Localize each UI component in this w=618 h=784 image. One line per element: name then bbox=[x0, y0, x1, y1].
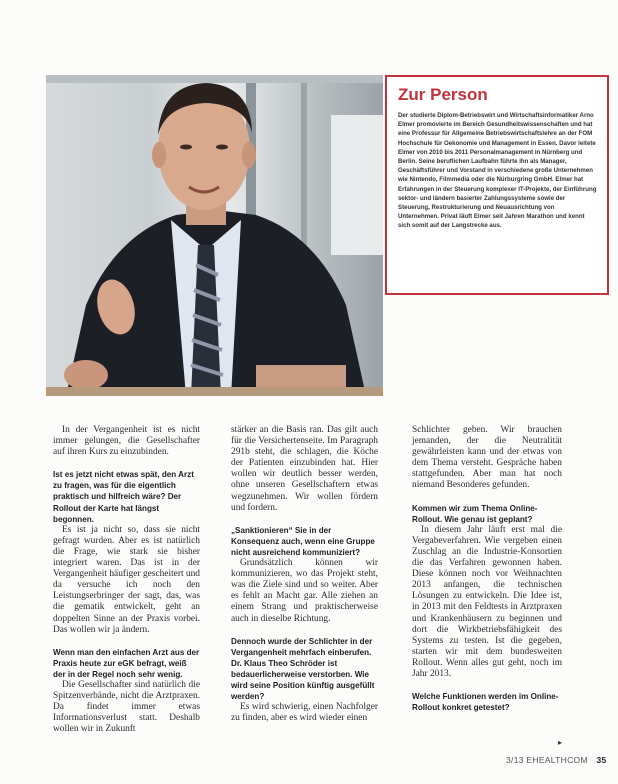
paragraph: In der Vergangenheit ist es nicht immer gelungen, die Gesellschafter auf ihren Kurs zu einzubinden. bbox=[53, 425, 200, 458]
text-column-1 bbox=[53, 425, 200, 735]
paragraph: Schlichter geben. Wir brauchen jemanden, der die Neutralität gewährleisten kann und der etwas von dem Thema versteht. Gespräche haben stattgefunden. Aber man hat noch niemand Besonderes gefunden. bbox=[412, 425, 562, 491]
magazine-name: EHEALTHCOM bbox=[526, 755, 588, 765]
profile-title: Zur Person bbox=[398, 85, 488, 104]
interview-question: Welche Funktionen werden im Online-Rollout konkret getestet? bbox=[412, 692, 559, 713]
paragraph: stärker an die Basis ran. Das gilt auch für die Versichertenseite. Im Paragraph 291b steht, die schlagen, die Köche der Patienten einzubinden hat. Hier wollen wir deutlich besser werden, ohne unseren Gesellschaftern etwas wegzunehmen. Wir wollen fördern und fordern. bbox=[231, 425, 378, 513]
continue-arrow-icon: ▸ bbox=[558, 738, 563, 747]
interview-question: „Sanktionieren“ Sie in der Konsequenz auch, wenn eine Gruppe nicht ausreichend kommuniziert? bbox=[231, 525, 375, 557]
page-footer bbox=[506, 755, 607, 765]
paragraph: In diesem Jahr läuft erst mal die Vergabeverfahren. Wie vergeben einen Zuschlag an die Industrie-Konsortien die das Verfahren gewonnen haben. Diese können noch vor Weihnachten 2013 anfangen, die technischen Lösungen zu entwickeln. Die Idee ist, in 2013 mit den Feldtests in Arztpraxen und Krankenhäusern zu beginnen und dort die Wirkbetriebsfähigkeit des Systems zu testen. Ist die gegeben, starten wir mit dem bundesweiten Rollout. Wenn alles gut geht, noch im Jahr 2013. bbox=[412, 524, 562, 679]
page-number: 35 bbox=[596, 755, 607, 765]
portrait-illustration bbox=[46, 75, 383, 396]
paragraph: Grundsätzlich können wir kommunizieren, wo das Projekt steht, was die Ziele sind und so weiter. Aber es fehlt an Macht gar. Alle ziehen an einem Strang und praktischerweise auch in dieselbe Richtung. bbox=[231, 558, 378, 624]
profile-box bbox=[385, 75, 609, 295]
interview-question: Ist es jetzt nicht etwas spät, den Arzt zu fragen, was für die eigentlich praktisch und hilfreich wäre? Der Rollout der Karte hat längst begonnen. bbox=[53, 470, 194, 524]
interview-question: Wenn man den einfachen Arzt aus der Praxis heute zur eGK befragt, weiß der in der Regel noch sehr wenig. bbox=[53, 647, 200, 679]
interview-question: Kommen wir zum Thema Online-Rollout. Wie genau ist geplant? bbox=[412, 503, 538, 524]
issue-number: 3/13 bbox=[506, 755, 524, 765]
paragraph: Es wird schwierig, einen Nachfolger zu finden, aber es wird wieder einen bbox=[231, 702, 378, 724]
portrait-photo bbox=[46, 75, 383, 396]
paragraph: Es ist ja nicht so, dass sie nicht gefragt wurden. Aber es ist natürlich die Frage, wie stark sie bisher integriert waren. Das ist in der Vergangenheit häufiger gescheitert und da versuche ich noch den Leistungserbringer der sagt, das, was die gematik entwickelt, geht an doppelten Sinne an der Praxis vorbei. Das wollen wir ja ändern. bbox=[53, 524, 200, 635]
paragraph: Die Gesellschafter sind natürlich die Spitzenverbände, nicht die Arztpraxen. Da findet immer etwas Informationsverlust statt. Deshalb wollen wir in Zukunft bbox=[53, 679, 200, 735]
text-column-2 bbox=[231, 425, 378, 724]
interview-question: Dennoch wurde der Schlichter in der Vergangenheit mehrfach einberufen. Dr. Klaus Theo Schröder ist bedauerlicherweise verstorben. Wie wird seine Position künftig ausgefüllt werden? bbox=[231, 636, 375, 702]
profile-text: Der studierte Diplom-Betriebswirt und Wirtschaftsinformatiker Arno Elmer promovierte im Bereich Gesundheitswissenschaften und hat eine Professur für Allgemeine Betriebswirtschaftslehre an der FOM Hochschule für Oekonomie und Management in Essen. Davor leitete Elmer von 2010 bis 2011 Personalmanagement in Nürnberg und Berlin. Seine beruflichen Laufbahn führte ihn als Manager, Geschäftsführer und Vorstand in verschiedene große Unternehmen wie Nintendo, Filmmedia oder die Nürburgring GmbH. Elmer hat Erfahrungen in der Steuerung komplexer IT-Projekte, der Einführung sektor- und ländern basierter Zahlungssysteme sowie der Steuerung, Restrukturierung und Neuausrichtung von Unternehmen. Privat läuft Elmer seit Jahren Marathon und kennt sich somit auf der Langstrecke aus. bbox=[398, 112, 597, 230]
text-column-3 bbox=[412, 425, 562, 713]
